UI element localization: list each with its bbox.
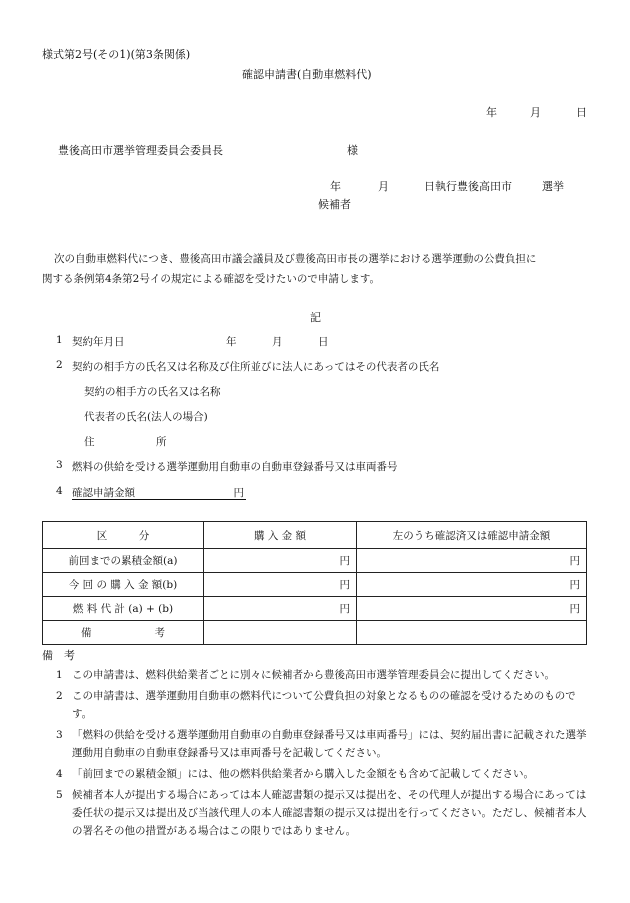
item-1-number: 1 <box>56 334 63 346</box>
amount-table <box>42 521 587 645</box>
exec-text: 日執行豊後高田市 <box>424 180 512 193</box>
table-row <box>43 621 587 645</box>
intro-line-2: 関する条例第4条第2号イの規定による確認を受けたいので申請します。 <box>42 273 381 285</box>
header-category: 区 分 <box>43 522 204 549</box>
table-row <box>43 549 587 573</box>
ki-label: 記 <box>310 311 321 324</box>
exec-month: 月 <box>378 180 389 193</box>
item-2-sub-name: 契約の相手方の氏名又は名称 <box>84 386 221 398</box>
date-month: 月 <box>530 106 541 119</box>
note-text: 候補者本人が提出する場合にあっては本人確認書類の提示又は提出を、その代理人が提出する場合にあっては委任状の提示又は提出及び当該代理人の本人確認書類の提示又は提出を行ってください。ただし、候補者本人の署名その他の措置がある場合はこの限りではありません。 <box>72 789 587 837</box>
item-1-label: 契約年月日 <box>72 336 125 348</box>
row-label: 燃 料 代 計 (a) + (b) <box>43 597 204 621</box>
item-4-unit: 円 <box>233 487 244 499</box>
note-item <box>48 687 588 723</box>
notes-heading: 備 考 <box>42 649 75 662</box>
remarks-cell[interactable] <box>357 621 587 645</box>
honorific: 様 <box>347 144 358 157</box>
exec-year: 年 <box>330 180 341 193</box>
note-item <box>48 786 588 840</box>
row-label: 前回までの累積金額(a) <box>43 549 204 573</box>
date-year: 年 <box>486 106 497 119</box>
note-text: 「前回までの累積金額」には、他の燃料供給業者から購入した金額をも含めて記載してください。 <box>72 768 534 780</box>
election-label: 選挙 <box>542 180 564 193</box>
form-number: 様式第2号(その1)(第3条関係) <box>42 48 191 61</box>
note-number: 3 <box>56 729 63 741</box>
remarks-cell[interactable] <box>204 621 357 645</box>
note-number: 1 <box>56 669 63 681</box>
purchase-amount-cell[interactable]: 円 <box>204 597 357 621</box>
item-2-sub-representative: 代表者の氏名(法人の場合) <box>84 411 208 423</box>
intro-line-1: 次の自動車燃料代につき、豊後高田市議会議員及び豊後高田市長の選挙における選挙運動の公費負担に <box>54 253 537 265</box>
purchase-amount-cell[interactable]: 円 <box>204 549 357 573</box>
purchase-amount-cell[interactable]: 円 <box>204 573 357 597</box>
item-2-sub-address-a: 住 <box>84 436 95 448</box>
confirmed-amount-cell[interactable]: 円 <box>357 573 587 597</box>
item-2-sub-address-b: 所 <box>156 436 167 448</box>
item-1-month: 月 <box>272 336 283 348</box>
table-header-row <box>43 522 587 549</box>
header-confirmed-amount: 左のうち確認済又は確認申請金額 <box>357 522 587 549</box>
confirmed-amount-cell[interactable]: 円 <box>357 597 587 621</box>
header-purchase-amount: 購 入 金 額 <box>204 522 357 549</box>
table-row <box>43 597 587 621</box>
item-2-number: 2 <box>56 359 63 371</box>
note-item <box>48 726 588 762</box>
note-number: 4 <box>56 768 63 780</box>
date-day: 日 <box>576 106 587 119</box>
table-row <box>43 573 587 597</box>
confirmed-amount-cell[interactable]: 円 <box>357 549 587 573</box>
item-3-number: 3 <box>56 459 63 471</box>
candidate-label: 候補者 <box>318 198 351 211</box>
addressee: 豊後高田市選挙管理委員会委員長 <box>58 144 223 157</box>
item-1-year: 年 <box>226 336 237 348</box>
notes-list <box>48 666 588 843</box>
note-number: 5 <box>56 789 63 801</box>
row-label: 今 回 の 購 入 金 額(b) <box>43 573 204 597</box>
item-4-label: 確認申請金額 <box>72 487 135 499</box>
note-text: この申請書は、燃料供給業者ごとに別々に候補者から豊後高田市選挙管理委員会に提出してください。 <box>72 669 555 681</box>
item-1-day: 日 <box>318 336 329 348</box>
note-text: 「燃料の供給を受ける選挙運動用自動車の自動車登録番号又は車両番号」には、契約届出書に記載された選挙運動用自動車の自動車登録番号又は車両番号を記載してください。 <box>72 729 587 759</box>
item-2-label: 契約の相手方の氏名又は名称及び住所並びに法人にあってはその代表者の氏名 <box>72 361 440 373</box>
note-text: この申請書は、選挙運動用自動車の燃料代について公費負担の対象となるものの確認を受けるためのものです。 <box>72 690 576 720</box>
row-label: 備 考 <box>43 621 204 645</box>
page-title: 確認申請書(自動車燃料代) <box>242 68 372 81</box>
item-3-label: 燃料の供給を受ける選挙運動用自動車の自動車登録番号又は車両番号 <box>72 461 398 473</box>
item-4-amount-line <box>72 485 246 500</box>
note-number: 2 <box>56 690 63 702</box>
note-item <box>48 666 588 684</box>
note-item <box>48 765 588 783</box>
item-4-number: 4 <box>56 485 63 497</box>
